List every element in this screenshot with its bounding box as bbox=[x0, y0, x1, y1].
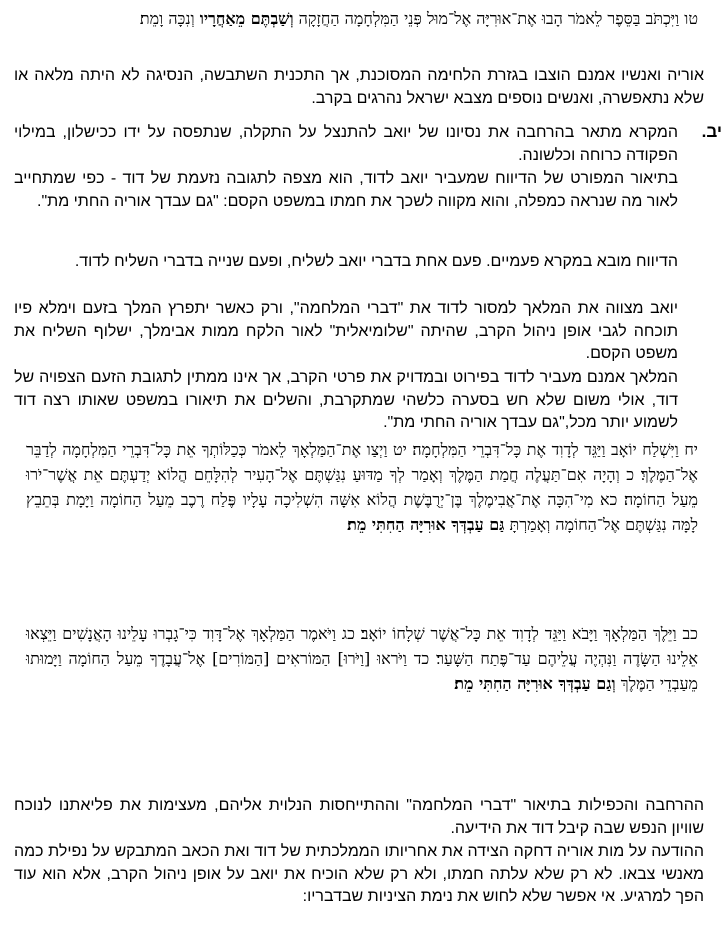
paragraph-8: ההודעה על מות אוריה דחקה הצידה את אחריותו הממלכתית של דוד ואת הכאב המתבקש על נפילת כמה מאנשי צבאו. לא רק שלא עלתה חמתו, ולא רק שלא הוכיח את יואב על אופן ניהול הקרב, אלא הוא עוד הפך למרגיע. אי אפשר שלא לחוש את נימת הציניות שבדבריו: bbox=[14, 843, 704, 905]
section-marker: יב. bbox=[701, 122, 722, 141]
paragraph-3: בתיאור המפורט של הדיווח שמעביר יואב לדוד, הוא מצפה לתגובה נזעמת של דוד - כפי שמתחייב לאור מה שנראה כמפלה, והוא מקווה לשכך את חמתו במשפט הקסם: "גם עבדך אוריה החתי מת". bbox=[14, 170, 678, 210]
verses-18-21 bbox=[26, 437, 698, 537]
verse-15-text: טו וַיִּכְתֹּב בַּסֵּפֶר לֵאמֹר הָבוּ אֶת־אוּרִיָּה אֶל־מוּל פְּנֵי הַמִּלְחָמָה הַחֲזָקָה bbox=[298, 9, 698, 28]
verse-15-bold: וְשַׁבְתֶּם מֵאַחֲרָיו bbox=[199, 9, 294, 28]
verses-22-24-text: כב וַיֵּלֶךְ הַמַּלְאָךְ וַיָּבֹא וַיַּגֵּד לְדָוִד אֵת כָּל־אֲשֶׁר שְׁלָחוֹ יוֹאָב׃ כג וַיֹּאמֶר הַמַּלְאָךְ אֶל־דָּוִד כִּי־גָבְרוּ עָלֵינוּ הָאֲנָשִׁים וַיֵּצְאוּ אֵלֵינוּ הַשָּׂדֶה וַנִּהְיֶה עֲלֵיהֶם עַד־פֶּתַח הַשָּׁעַר׃ כד וַיֹּראוּ [וַיֹּרוּ] הַמּוֹראִים [הַמּוֹרִים] אֶל־עֲבָדֶךָ מֵעַל הַחוֹמָה וַיָּמוּתוּ מֵעַבְדֵי הַמֶּלֶךְ bbox=[26, 624, 699, 693]
paragraph-2: המקרא מתאר בהרחבה את נסיונו של יואב להתנצל על התקלה, שנתפסה על ידו ככישלון, במילוי הפקודה כרוחה וכלשונה. bbox=[14, 124, 678, 164]
paragraph-5: יואב מצווה את המלאך למסור לדוד את "דברי המלחמה", ורק כאשר יתפרץ המלך בזעם וימלא פיו תוכחה לגבי אופן ניהול הקרב, שהיתה "שלומיאלית" לאור הלקח ממות אבימלך, ישלוף השליח את משפט הקסם. bbox=[14, 300, 678, 362]
paragraph-7: ההרחבה והכפילות בתיאור "דברי המלחמה" וההתייחסות הנלוית אליהם, מעצימות את פליאתנו לנוכח שוויון הנפש שבה קיבל דוד את הידיעה. bbox=[14, 797, 704, 837]
verse-15 bbox=[26, 6, 698, 31]
verses-18-21-bold: גַּם עַבְדְּךָ אוּרִיָּה הַחִתִּי מֵת׃ bbox=[347, 515, 505, 534]
verse-15-end: וְנִכָּה וָמֵת׃ bbox=[139, 9, 195, 28]
paragraph-1: אוריה ואנשיו אמנם הוצבו בגזרת הלחימה המסוכנת, אך התכנית השתבשה, הנסיגה לא היתה מלאה או שלא נתאפשרה, ואנשים נוספים מצבא ישראל נהרגים בקרב. bbox=[14, 67, 704, 107]
paragraph-4: הדיווח מובא במקרא פעמיים. פעם אחת בדברי יואב לשליח, ופעם שנייה בדברי השליח לדוד. bbox=[74, 253, 678, 270]
verses-22-24-bold: וְגַם עַבְדְּךָ אוּרִיָּה הַחִתִּי מֵת׃ bbox=[454, 674, 616, 693]
paragraph-6: המלאך אמנם מעביר לדוד בפירוט ובמדויק את פרטי הקרב, אך אינו ממתין לתגובת הזעם הצפויה של דוד, אולי משום שלא חש בסערה כלשהי שמתקרבת, והשלים את תיאורו במשפט שאותו רצה דוד לשמוע יותר מכל,"גם עבדך אוריה החתי מת". bbox=[14, 369, 678, 431]
verses-22-24 bbox=[26, 621, 698, 696]
verses-18-21-text: יח וַיִּשְׁלַח יוֹאָב וַיַּגֵּד לְדָוִד אֶת כָּל־דִּבְרֵי הַמִּלְחָמָה׃ יט וַיְצַו אֶת־הַמַּלְאָךְ לֵאמֹר כְּכַלּוֹתְךָ אֵת כָּל־דִּבְרֵי הַמִּלְחָמָה לְדַבֵּר אֶל־הַמֶּלֶךְ׃ כ וְהָיָה אִם־תַּעֲלֶה חֲמַת הַמֶּלֶךְ וְאָמַר לְךָ מַדּוּעַ נִגַּשְׁתֶּם אֶל־הָעִיר לְהִלָּחֵם הֲלוֹא יְדַעְתֶּם אֵת אֲשֶׁר־יֹרוּ מֵעַל הַחוֹמָה׃ כא מִי־הִכָּה אֶת־אֲבִימֶלֶךְ בֶּן־יְרֻבֶּשֶׁת הֲלוֹא אִשָּׁה הִשְׁלִיכָה עָלָיו פֶּלַח רֶכֶב מֵעַל הַחוֹמָה וַיָּמָת בְּתֵבֵץ לָמָּה נִגַּשְׁתֶּם אֶל־הַחוֹמָה וְאָמַרְתָּ bbox=[26, 440, 698, 534]
